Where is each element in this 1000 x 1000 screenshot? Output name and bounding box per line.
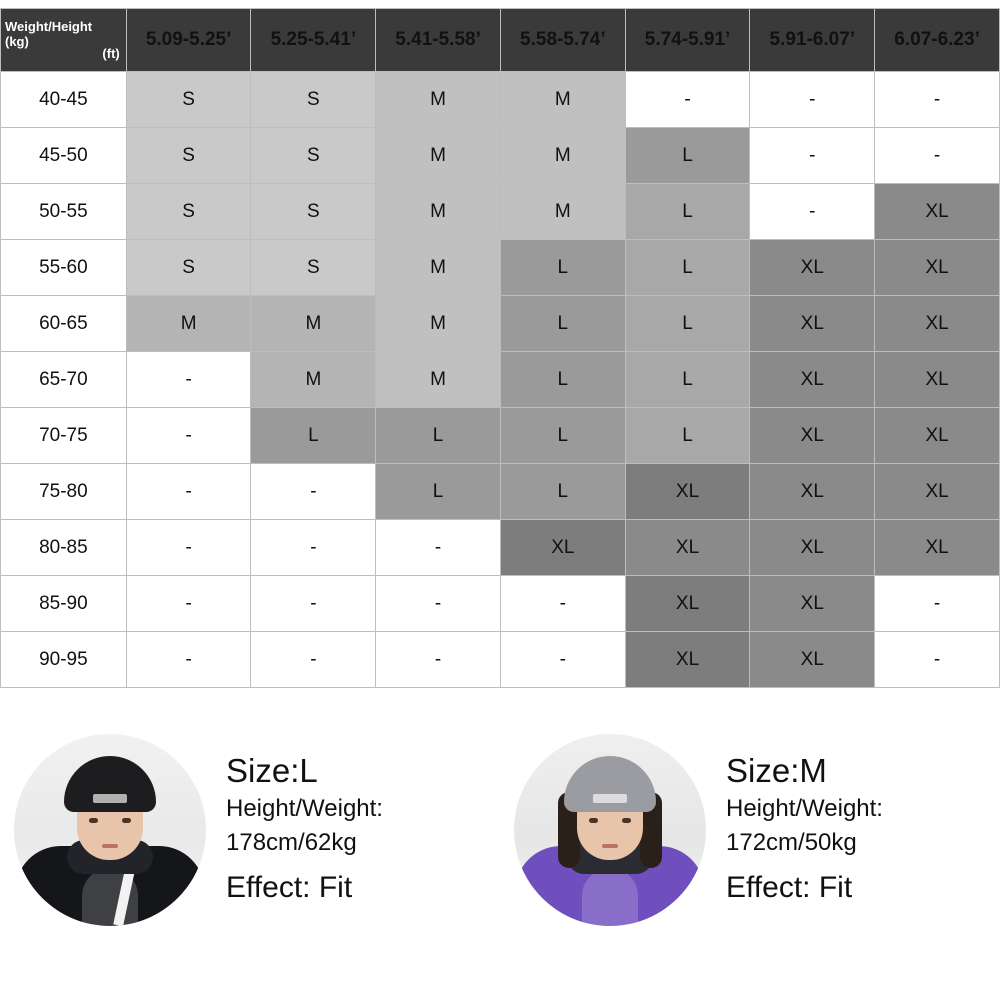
size-cell: XL bbox=[625, 520, 750, 576]
size-cell: L bbox=[625, 128, 750, 184]
size-cell: M bbox=[126, 296, 251, 352]
size-cell: XL bbox=[875, 352, 1000, 408]
row-header: 90-95 bbox=[1, 632, 127, 688]
size-cell: - bbox=[875, 576, 1000, 632]
model-hw-label: Height/Weight: bbox=[226, 795, 383, 822]
size-cell: S bbox=[126, 72, 251, 128]
size-cell: XL bbox=[750, 520, 875, 576]
size-cell: - bbox=[875, 72, 1000, 128]
size-cell: XL bbox=[875, 184, 1000, 240]
eye-right bbox=[122, 818, 131, 823]
size-cell: - bbox=[500, 632, 625, 688]
size-cell: XL bbox=[875, 296, 1000, 352]
column-header: 5.09-5.25’ bbox=[126, 9, 251, 72]
model-photo-left bbox=[14, 734, 206, 926]
row-header: 75-80 bbox=[1, 464, 127, 520]
size-cell: XL bbox=[750, 464, 875, 520]
size-cell: L bbox=[500, 352, 625, 408]
size-cell: - bbox=[126, 464, 251, 520]
size-cell: S bbox=[251, 184, 376, 240]
size-cell: L bbox=[376, 464, 501, 520]
size-cell: M bbox=[376, 352, 501, 408]
column-header: 5.58-5.74’ bbox=[500, 9, 625, 72]
size-cell: L bbox=[251, 408, 376, 464]
table-row bbox=[1, 72, 1000, 128]
size-cell: - bbox=[875, 128, 1000, 184]
size-cell: - bbox=[251, 520, 376, 576]
size-cell: S bbox=[251, 72, 376, 128]
size-cell: - bbox=[126, 520, 251, 576]
model-effect-label: Effect: Fit bbox=[726, 871, 853, 904]
size-cell: M bbox=[376, 72, 501, 128]
row-header: 80-85 bbox=[1, 520, 127, 576]
size-cell: S bbox=[126, 240, 251, 296]
size-cell: L bbox=[625, 240, 750, 296]
size-cell: S bbox=[126, 184, 251, 240]
table-row bbox=[1, 520, 1000, 576]
column-header: 5.91-6.07’ bbox=[750, 9, 875, 72]
size-cell: XL bbox=[750, 632, 875, 688]
row-header: 50-55 bbox=[1, 184, 127, 240]
table-row bbox=[1, 128, 1000, 184]
table-corner-header bbox=[1, 9, 127, 72]
model-effect-label: Effect: Fit bbox=[226, 871, 353, 904]
mouth bbox=[102, 844, 118, 848]
table-row bbox=[1, 352, 1000, 408]
row-header: 85-90 bbox=[1, 576, 127, 632]
size-cell: L bbox=[625, 184, 750, 240]
row-header: 70-75 bbox=[1, 408, 127, 464]
size-cell: L bbox=[625, 296, 750, 352]
size-cell: - bbox=[376, 520, 501, 576]
beanie-tag bbox=[593, 794, 627, 803]
table-row bbox=[1, 296, 1000, 352]
size-cell: M bbox=[251, 352, 376, 408]
corner-height-label: (ft) bbox=[102, 46, 120, 61]
size-cell: M bbox=[376, 184, 501, 240]
size-cell: S bbox=[126, 128, 251, 184]
size-cell: - bbox=[750, 128, 875, 184]
size-cell: - bbox=[376, 576, 501, 632]
model-photo-right bbox=[514, 734, 706, 926]
size-cell: XL bbox=[875, 408, 1000, 464]
mouth bbox=[602, 844, 618, 848]
row-header: 40-45 bbox=[1, 72, 127, 128]
size-cell: - bbox=[251, 464, 376, 520]
size-chart-table bbox=[0, 8, 1000, 688]
size-cell: M bbox=[500, 184, 625, 240]
table-row bbox=[1, 464, 1000, 520]
model-hw-value: 178cm/62kg bbox=[226, 829, 357, 856]
size-cell: XL bbox=[750, 408, 875, 464]
jacket-shade bbox=[582, 868, 638, 926]
column-header: 6.07-6.23’ bbox=[875, 9, 1000, 72]
model-examples bbox=[0, 700, 1000, 960]
model-text-right bbox=[720, 750, 883, 910]
size-cell: XL bbox=[750, 296, 875, 352]
eye-left bbox=[89, 818, 98, 823]
size-cell: - bbox=[750, 72, 875, 128]
size-cell: L bbox=[376, 408, 501, 464]
size-cell: - bbox=[251, 632, 376, 688]
size-cell: M bbox=[500, 72, 625, 128]
column-header: 5.74-5.91’ bbox=[625, 9, 750, 72]
size-cell: M bbox=[376, 296, 501, 352]
table-row bbox=[1, 576, 1000, 632]
size-cell: XL bbox=[750, 576, 875, 632]
size-cell: XL bbox=[750, 352, 875, 408]
size-cell: XL bbox=[625, 632, 750, 688]
size-cell: - bbox=[750, 184, 875, 240]
size-cell: - bbox=[126, 632, 251, 688]
model-size-label: Size:L bbox=[226, 752, 318, 789]
size-cell: M bbox=[376, 128, 501, 184]
row-header: 45-50 bbox=[1, 128, 127, 184]
column-header: 5.25-5.41’ bbox=[251, 9, 376, 72]
size-cell: - bbox=[500, 576, 625, 632]
size-cell: XL bbox=[875, 240, 1000, 296]
size-cell: L bbox=[625, 408, 750, 464]
size-cell: - bbox=[625, 72, 750, 128]
beanie-icon bbox=[64, 756, 156, 812]
size-cell: L bbox=[500, 240, 625, 296]
size-cell: M bbox=[251, 296, 376, 352]
model-text-left bbox=[220, 750, 383, 910]
size-cell: - bbox=[875, 632, 1000, 688]
size-cell: XL bbox=[875, 464, 1000, 520]
table-header-row bbox=[1, 9, 1000, 72]
column-header: 5.41-5.58’ bbox=[376, 9, 501, 72]
beanie-icon bbox=[564, 756, 656, 812]
table-header bbox=[1, 9, 1000, 72]
size-cell: - bbox=[126, 408, 251, 464]
model-block-right bbox=[500, 700, 1000, 960]
size-cell: - bbox=[251, 576, 376, 632]
size-cell: S bbox=[251, 240, 376, 296]
size-cell: L bbox=[500, 464, 625, 520]
model-hw-label: Height/Weight: bbox=[726, 795, 883, 822]
size-cell: M bbox=[500, 128, 625, 184]
row-header: 55-60 bbox=[1, 240, 127, 296]
size-cell: L bbox=[500, 296, 625, 352]
eye-right bbox=[622, 818, 631, 823]
eye-left bbox=[589, 818, 598, 823]
size-cell: - bbox=[126, 576, 251, 632]
size-cell: XL bbox=[625, 576, 750, 632]
beanie-tag bbox=[93, 794, 127, 803]
table-row bbox=[1, 184, 1000, 240]
size-cell: XL bbox=[625, 464, 750, 520]
model-block-left bbox=[0, 700, 500, 960]
corner-weight-label: Weight/Height (kg) bbox=[5, 19, 93, 49]
model-size-label: Size:M bbox=[726, 752, 827, 789]
table-body bbox=[1, 72, 1000, 688]
size-cell: S bbox=[251, 128, 376, 184]
size-cell: XL bbox=[750, 240, 875, 296]
size-cell: XL bbox=[500, 520, 625, 576]
table-row bbox=[1, 632, 1000, 688]
size-cell: L bbox=[625, 352, 750, 408]
row-header: 60-65 bbox=[1, 296, 127, 352]
size-cell: - bbox=[126, 352, 251, 408]
row-header: 65-70 bbox=[1, 352, 127, 408]
size-cell: M bbox=[376, 240, 501, 296]
table-row bbox=[1, 408, 1000, 464]
size-cell: XL bbox=[875, 520, 1000, 576]
model-hw-value: 172cm/50kg bbox=[726, 829, 857, 856]
size-cell: - bbox=[376, 632, 501, 688]
size-cell: L bbox=[500, 408, 625, 464]
table-row bbox=[1, 240, 1000, 296]
